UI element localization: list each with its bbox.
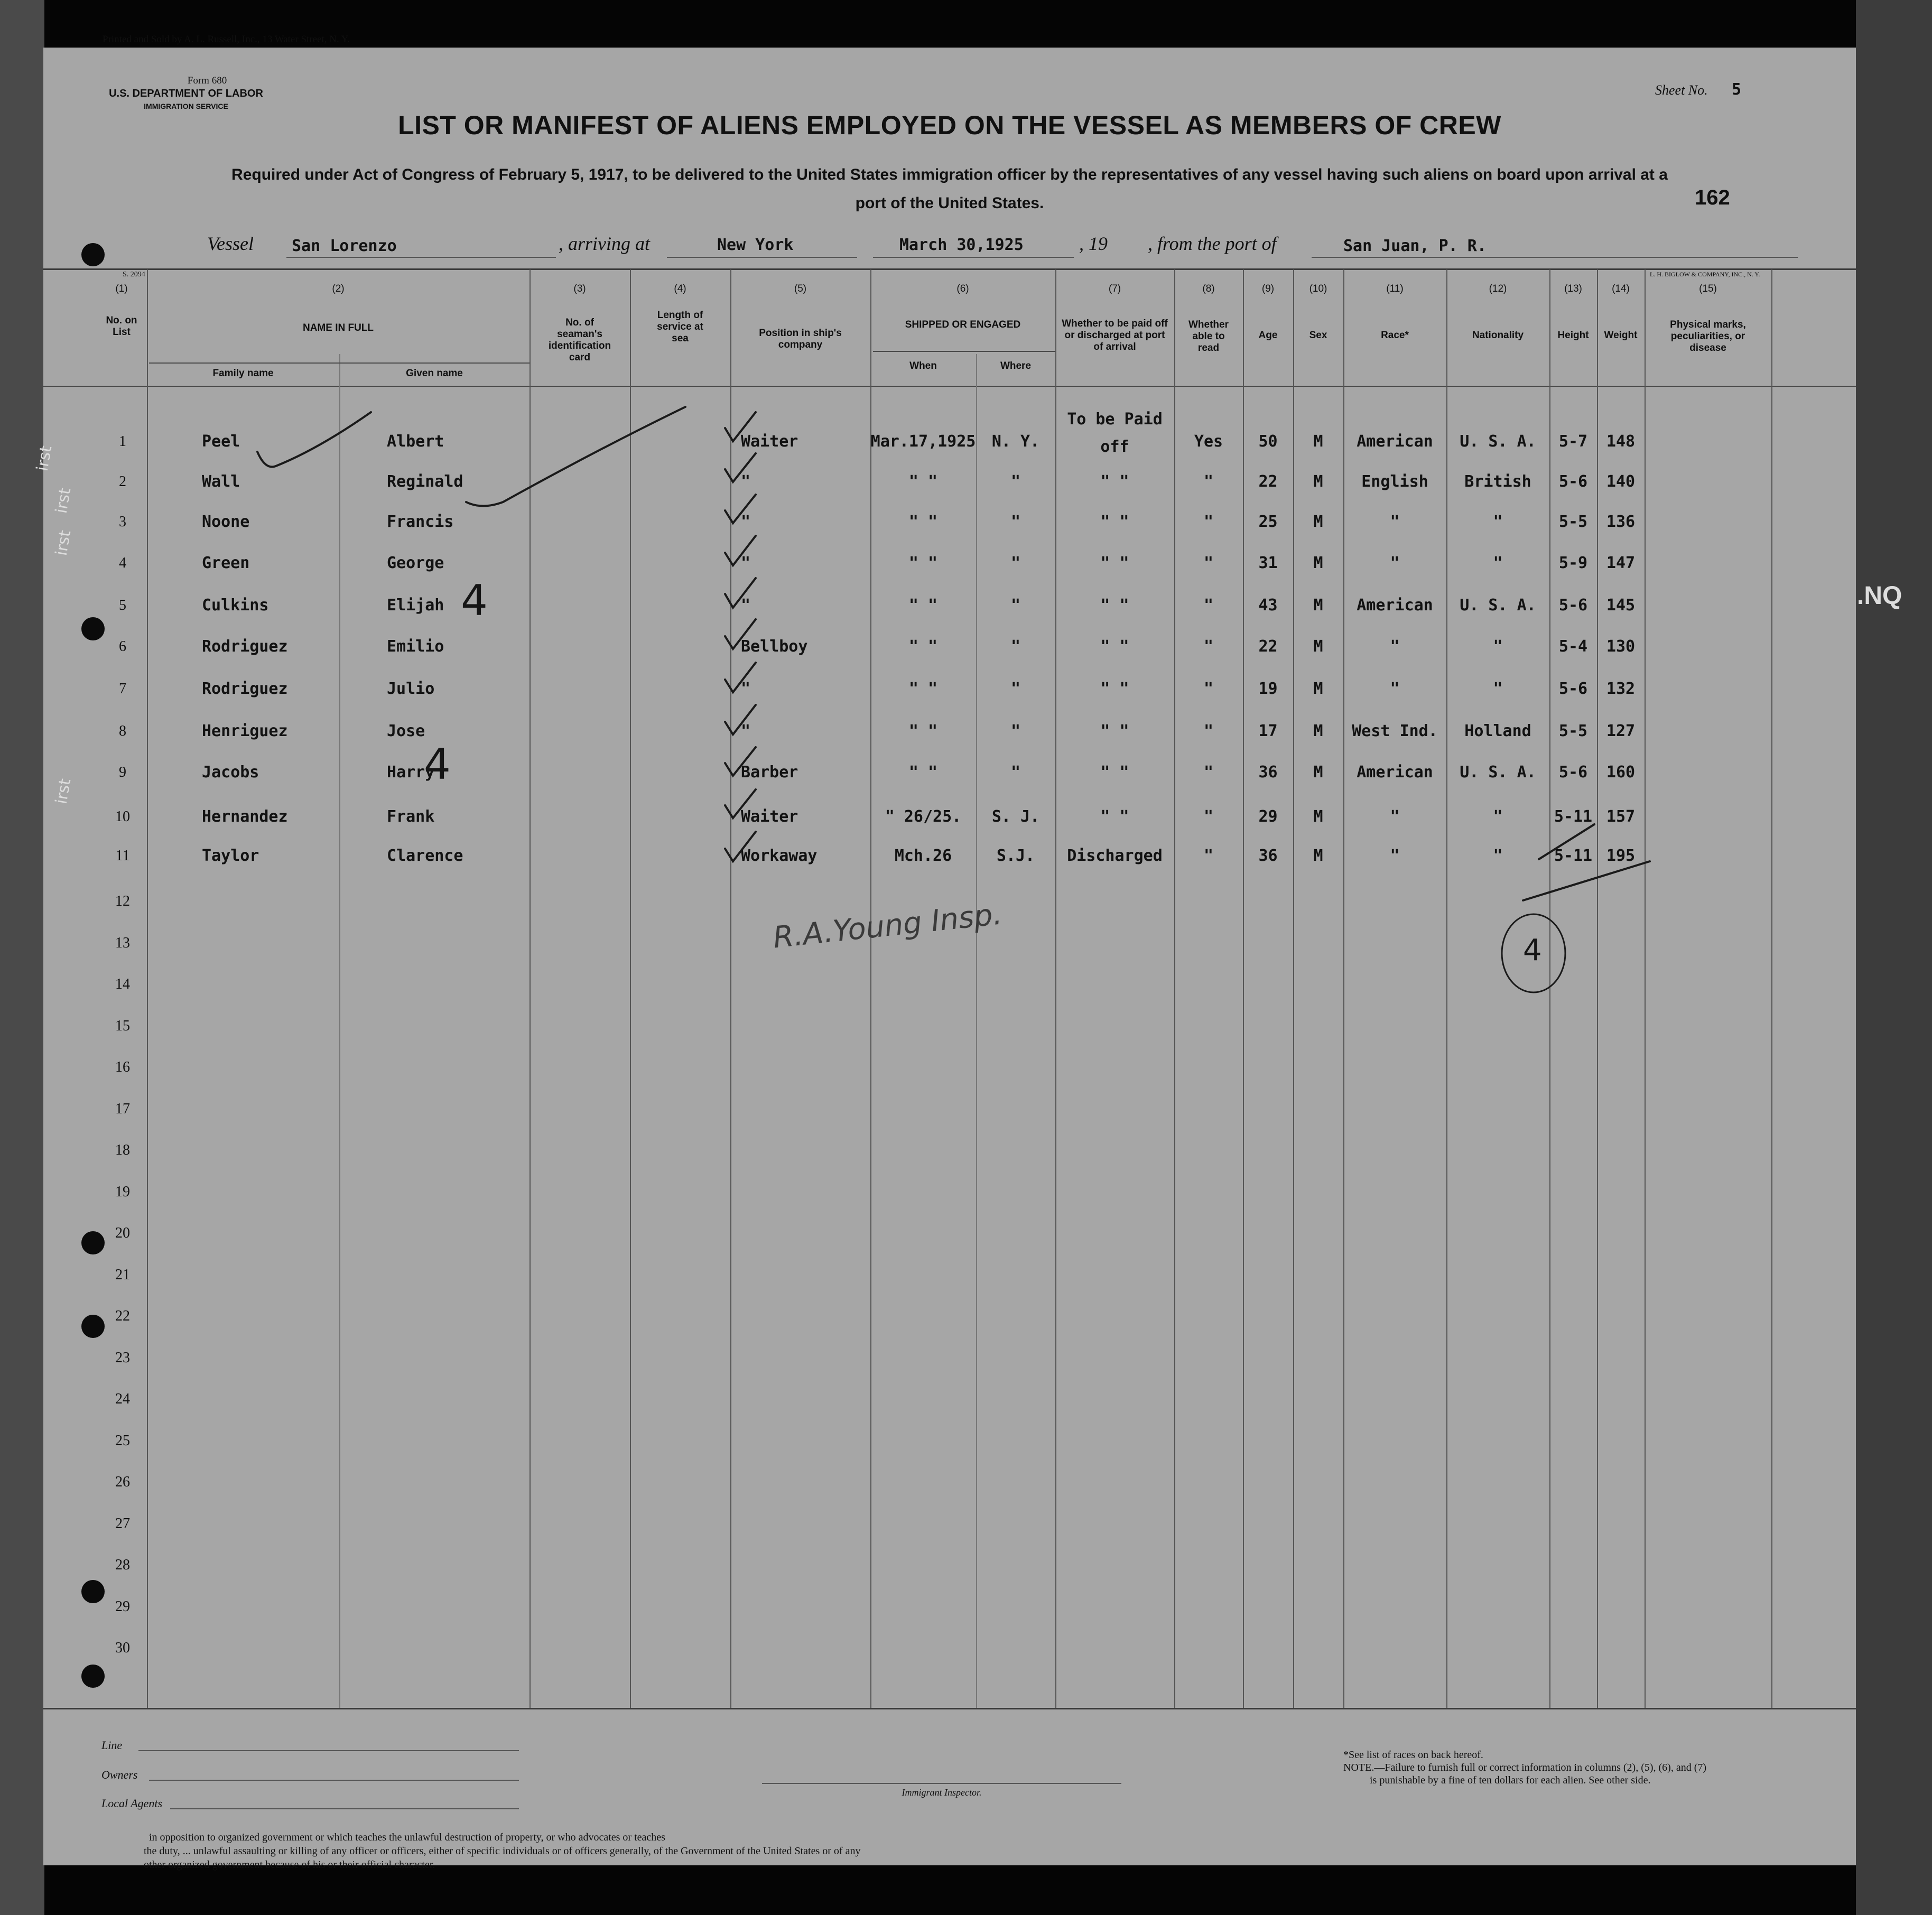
cell-height: 5-7 xyxy=(1558,432,1588,451)
col-15-num: (15) xyxy=(1699,283,1717,294)
cell-paid-off: " " xyxy=(1100,807,1129,826)
row-number: 1 xyxy=(119,433,126,450)
cell-able-to-read: " xyxy=(1203,807,1214,826)
cell-position: " xyxy=(741,722,751,740)
cell-paid-off: To be Paid off xyxy=(1067,410,1163,456)
handwritten-4-c: 4 xyxy=(1523,933,1542,968)
bottom-text-2: the duty, ... unlawful assaulting or killing of any officer or officers, either of specific individuals or of officers generally, of the Government of the United States or of any xyxy=(144,1845,861,1857)
cell-height: 5-5 xyxy=(1558,722,1588,740)
cell-family-name: Rodriguez xyxy=(202,637,288,656)
cell-able-to-read: " xyxy=(1203,637,1214,656)
cell-position: Bellboy xyxy=(741,637,808,656)
cell-shipped-where: " xyxy=(1010,554,1021,572)
cell-able-to-read: Yes xyxy=(1194,432,1223,451)
cell-sex: M xyxy=(1313,847,1323,865)
cell-nationality: " xyxy=(1493,847,1503,865)
cell-position: Barber xyxy=(741,763,798,782)
col-9-label: Age xyxy=(1258,330,1278,341)
cell-family-name: Hernandez xyxy=(202,807,288,826)
owners-label: Owners xyxy=(101,1768,138,1781)
row-number: 15 xyxy=(115,1017,130,1034)
cell-shipped-where: " xyxy=(1010,722,1021,740)
col-3-num: (3) xyxy=(573,283,586,294)
cell-weight: 148 xyxy=(1606,432,1636,451)
cell-given-name: Albert xyxy=(387,432,444,451)
form-number: Form 680 xyxy=(187,75,227,86)
col-5-num: (5) xyxy=(794,283,807,294)
cell-sex: M xyxy=(1313,680,1323,698)
cell-sex: M xyxy=(1313,763,1323,782)
sheet-number: 5 xyxy=(1732,80,1742,99)
cell-weight: 157 xyxy=(1606,807,1636,826)
line-label: Line xyxy=(101,1739,123,1752)
row-number: 8 xyxy=(119,723,126,739)
row-number: 10 xyxy=(115,808,130,825)
row-number: 16 xyxy=(115,1059,130,1075)
cell-paid-off: " " xyxy=(1100,472,1129,491)
cell-age: 31 xyxy=(1258,554,1278,572)
col-13-num: (13) xyxy=(1564,283,1582,294)
margin-note: irst xyxy=(33,444,56,473)
cell-weight: 130 xyxy=(1606,637,1636,656)
cell-shipped-where: N. Y. xyxy=(991,432,1040,451)
arriving-port: New York xyxy=(717,236,794,254)
form-code: S. 2094 xyxy=(123,271,145,278)
cell-race: " xyxy=(1390,637,1400,656)
cell-age: 50 xyxy=(1258,432,1278,451)
cell-shipped-where: " xyxy=(1010,637,1021,656)
col-6-when: When xyxy=(909,360,937,371)
punch-hole xyxy=(81,1315,105,1338)
cell-shipped-when: " " xyxy=(908,763,938,782)
cell-position: " xyxy=(741,680,751,698)
cell-given-name: Frank xyxy=(387,807,435,826)
inspector-signature: R.A.Young Insp. xyxy=(771,897,1004,955)
cell-nationality: " xyxy=(1493,637,1503,656)
punch-hole xyxy=(81,617,105,640)
cell-family-name: Taylor xyxy=(202,847,259,865)
cell-position: " xyxy=(741,596,751,615)
col-9-num: (9) xyxy=(1261,283,1275,294)
row-number: 11 xyxy=(115,848,130,864)
cell-shipped-where: " xyxy=(1010,763,1021,782)
col-6-label: SHIPPED OR ENGAGED xyxy=(905,319,1021,330)
handwritten-checkmarks xyxy=(43,48,1856,1865)
check-mark-large-2 xyxy=(466,407,685,506)
row-number: 6 xyxy=(119,638,126,655)
cell-sex: M xyxy=(1313,596,1323,615)
cell-weight: 127 xyxy=(1606,722,1636,740)
row-number: 2 xyxy=(119,473,126,490)
cell-age: 22 xyxy=(1258,472,1278,491)
printer-code: L. H. BIGLOW & COMPANY, INC., N. Y. xyxy=(1650,271,1760,278)
arriving-label: , arriving at xyxy=(559,233,651,254)
cell-given-name: Clarence xyxy=(387,847,463,865)
cell-race: " xyxy=(1390,807,1400,826)
cell-weight: 140 xyxy=(1606,472,1636,491)
cell-shipped-where: " xyxy=(1010,513,1021,531)
row-number: 3 xyxy=(119,514,126,530)
cell-position: " xyxy=(741,513,751,531)
page-number: 162 xyxy=(1695,186,1730,209)
cell-able-to-read: " xyxy=(1203,472,1214,491)
cell-nationality: " xyxy=(1493,554,1503,572)
cell-paid-off: " " xyxy=(1100,680,1129,698)
col-7-label: Whether to be paid off or discharged at port of arrival xyxy=(1062,318,1168,352)
col-4-num: (4) xyxy=(674,283,686,294)
manifest-sheet xyxy=(43,34,1856,1871)
cell-nationality: Holland xyxy=(1464,722,1531,740)
handwritten-4-b: 4 xyxy=(424,740,451,789)
cell-shipped-where: S.J. xyxy=(996,847,1035,865)
cell-height: 5-4 xyxy=(1558,637,1588,656)
cell-race: " xyxy=(1390,554,1400,572)
cell-paid-off: " " xyxy=(1100,554,1129,572)
col-2-num: (2) xyxy=(332,283,345,294)
cell-height: 5-6 xyxy=(1558,472,1588,491)
col-12-label: Nationality xyxy=(1472,330,1524,341)
row-number: 27 xyxy=(115,1515,130,1532)
cell-shipped-when: " " xyxy=(908,596,938,615)
cell-shipped-when: " " xyxy=(908,680,938,698)
cell-given-name: Francis xyxy=(387,513,454,531)
from-port: San Juan, P. R. xyxy=(1343,237,1487,255)
cell-family-name: Wall xyxy=(202,472,240,491)
cell-able-to-read: " xyxy=(1203,763,1214,782)
cell-age: 36 xyxy=(1258,763,1278,782)
cell-paid-off: " " xyxy=(1100,513,1129,531)
cell-family-name: Rodriguez xyxy=(202,680,288,698)
col-1-label: No. on List xyxy=(106,315,137,338)
cell-age: 29 xyxy=(1258,807,1278,826)
cell-family-name: Green xyxy=(202,554,250,572)
cell-race: American xyxy=(1357,432,1433,451)
cell-able-to-read: " xyxy=(1203,596,1214,615)
row-number: 22 xyxy=(115,1308,130,1324)
cell-family-name: Culkins xyxy=(202,596,269,615)
row-number: 17 xyxy=(115,1100,130,1117)
cell-position: " xyxy=(741,472,751,491)
cell-able-to-read: " xyxy=(1203,847,1214,865)
vessel-name: San Lorenzo xyxy=(292,237,397,255)
cell-position: Waiter xyxy=(741,432,798,451)
cell-race: " xyxy=(1390,680,1400,698)
cell-shipped-when: " " xyxy=(908,513,938,531)
margin-note: irst xyxy=(52,528,75,557)
cell-race: American xyxy=(1357,763,1433,782)
cell-height: 5-6 xyxy=(1558,596,1588,615)
cell-family-name: Henriguez xyxy=(202,722,288,740)
cell-race: American xyxy=(1357,596,1433,615)
cell-sex: M xyxy=(1313,513,1323,531)
cell-sex: M xyxy=(1313,554,1323,572)
col-10-num: (10) xyxy=(1309,283,1327,294)
cell-shipped-when: " " xyxy=(908,722,938,740)
cell-sex: M xyxy=(1313,432,1323,451)
row-number: 21 xyxy=(115,1266,130,1283)
punch-hole xyxy=(81,1665,105,1688)
cell-nationality: " xyxy=(1493,680,1503,698)
row-number: 13 xyxy=(115,934,130,951)
cell-weight: 195 xyxy=(1606,847,1636,865)
col-8-label: Whether able to read xyxy=(1188,319,1229,354)
cell-height: 5-6 xyxy=(1558,680,1588,698)
cell-nationality: U. S. A. xyxy=(1460,596,1536,615)
cell-weight: 136 xyxy=(1606,513,1636,531)
col-6-where: Where xyxy=(1000,360,1032,371)
check-mark-large-1 xyxy=(257,412,371,467)
cell-nationality: British xyxy=(1464,472,1531,491)
page-title: LIST OR MANIFEST OF ALIENS EMPLOYED ON THE VESSEL AS MEMBERS OF CREW xyxy=(398,110,1501,140)
cell-shipped-when: " " xyxy=(908,472,938,491)
cell-height: 5-11 xyxy=(1554,847,1593,865)
cell-given-name: George xyxy=(387,554,444,572)
row-number: 24 xyxy=(115,1391,130,1407)
col-15-label: Physical marks, peculiarities, or disease xyxy=(1670,319,1746,354)
col-4-label: Length of service at sea xyxy=(657,310,703,344)
punch-hole xyxy=(81,1231,105,1254)
cell-age: 25 xyxy=(1258,513,1278,531)
cell-height: 5-11 xyxy=(1554,807,1593,826)
cell-able-to-read: " xyxy=(1203,554,1214,572)
cell-paid-off: " " xyxy=(1100,763,1129,782)
cell-able-to-read: " xyxy=(1203,680,1214,698)
cell-height: 5-5 xyxy=(1558,513,1588,531)
row-number: 30 xyxy=(115,1640,130,1656)
cell-race: English xyxy=(1361,472,1428,491)
cell-race: " xyxy=(1390,847,1400,865)
cell-given-name: Jose xyxy=(387,722,425,740)
department: U.S. DEPARTMENT OF LABOR xyxy=(109,88,263,99)
sheet-label: Sheet No. xyxy=(1655,82,1708,98)
row-number: 18 xyxy=(115,1142,130,1158)
cell-able-to-read: " xyxy=(1203,722,1214,740)
cell-height: 5-9 xyxy=(1558,554,1588,572)
handwritten-4-a: 4 xyxy=(461,576,488,625)
cell-family-name: Peel xyxy=(202,432,240,451)
row-number: 5 xyxy=(119,597,126,613)
bottom-text-1: in opposition to organized government or which teaches the unlawful destruction of property, or who advocates or teaches xyxy=(149,1832,665,1843)
row-number: 25 xyxy=(115,1432,130,1449)
margin-note: irst xyxy=(52,777,75,806)
races-note: *See list of races on back hereof. xyxy=(1343,1749,1483,1761)
punch-hole xyxy=(81,243,105,266)
cell-given-name: Harry xyxy=(387,763,435,782)
col-8-num: (8) xyxy=(1202,283,1215,294)
col-2-given: Given name xyxy=(406,368,463,379)
row-number: 20 xyxy=(115,1225,130,1241)
cell-age: 22 xyxy=(1258,637,1278,656)
cell-able-to-read: " xyxy=(1203,513,1214,531)
col-2-label: NAME IN FULL xyxy=(302,322,374,333)
cell-given-name: Elijah xyxy=(387,596,444,615)
cell-shipped-when: Mar.17,1925 xyxy=(870,432,976,451)
cell-shipped-when: " " xyxy=(908,637,938,656)
right-margin-text: .NQ xyxy=(1857,582,1902,610)
punch-hole xyxy=(81,1580,105,1603)
cell-age: 17 xyxy=(1258,722,1278,740)
cell-height: 5-6 xyxy=(1558,763,1588,782)
cell-given-name: Emilio xyxy=(387,637,444,656)
cell-nationality: " xyxy=(1493,807,1503,826)
cell-age: 19 xyxy=(1258,680,1278,698)
cell-given-name: Reginald xyxy=(387,472,463,491)
row-number: 7 xyxy=(119,681,126,697)
cell-sex: M xyxy=(1313,807,1323,826)
margin-note: irst xyxy=(52,486,75,515)
row-number: 9 xyxy=(119,764,126,780)
from-label: , from the port of xyxy=(1148,233,1277,254)
col-6-num: (6) xyxy=(956,283,969,294)
col-14-num: (14) xyxy=(1612,283,1630,294)
cell-shipped-where: " xyxy=(1010,472,1021,491)
row-number: 19 xyxy=(115,1183,130,1200)
col-3-label: No. of seaman's identification card xyxy=(548,317,611,363)
cell-weight: 132 xyxy=(1606,680,1636,698)
cell-weight: 147 xyxy=(1606,554,1636,572)
year-label: , 19 xyxy=(1079,233,1108,254)
col-10-label: Sex xyxy=(1309,330,1327,341)
cell-race: " xyxy=(1390,513,1400,531)
bottom-text-3: other organized government because of his or their official character. xyxy=(144,1859,435,1871)
row-number: 4 xyxy=(119,555,126,571)
cell-family-name: Jacobs xyxy=(202,763,259,782)
cell-shipped-when: " " xyxy=(908,554,938,572)
cell-paid-off: " " xyxy=(1100,596,1129,615)
cell-weight: 160 xyxy=(1606,763,1636,782)
printer-line: Printed and Sold by A. L. Russell, Inc., 13 Water Street, N. Y. xyxy=(103,34,350,45)
col-11-label: Race* xyxy=(1381,330,1409,341)
cell-age: 43 xyxy=(1258,596,1278,615)
cell-shipped-when: Mch.26 xyxy=(894,847,952,865)
col-14-label: Weight xyxy=(1604,330,1638,341)
col-12-num: (12) xyxy=(1489,283,1507,294)
row-number: 23 xyxy=(115,1349,130,1366)
cell-sex: M xyxy=(1313,722,1323,740)
cell-sex: M xyxy=(1313,637,1323,656)
service: IMMIGRATION SERVICE xyxy=(144,102,228,110)
cell-race: West Ind. xyxy=(1352,722,1438,740)
col-5-label: Position in ship's company xyxy=(759,328,842,350)
row-number: 12 xyxy=(115,893,130,909)
row-number: 29 xyxy=(115,1598,130,1615)
cell-nationality: " xyxy=(1493,513,1503,531)
cell-position: " xyxy=(741,554,751,572)
cell-given-name: Julio xyxy=(387,680,435,698)
cell-shipped-where: " xyxy=(1010,596,1021,615)
cell-family-name: Noone xyxy=(202,513,250,531)
inspector-label: Immigrant Inspector. xyxy=(902,1787,982,1798)
vessel-label: Vessel xyxy=(207,233,254,254)
cell-position: Workaway xyxy=(741,847,818,865)
requirement-line-2: port of the United States. xyxy=(855,194,1044,212)
requirement-line-1: Required under Act of Congress of February 5, 1917, to be delivered to the United States immigration officer by the representatives of any vessel having such aliens on board upon arrival at a xyxy=(231,166,1668,183)
local-agents-label: Local Agents xyxy=(101,1797,163,1810)
cell-weight: 145 xyxy=(1606,596,1636,615)
cell-shipped-where: S. J. xyxy=(991,807,1040,826)
cell-age: 36 xyxy=(1258,847,1278,865)
back-sheet-edge xyxy=(0,0,44,1915)
cell-paid-off: Discharged xyxy=(1067,847,1163,865)
row-number: 26 xyxy=(115,1474,130,1490)
penalty-note-1: NOTE.—Failure to furnish full or correct information in columns (2), (5), (6), and (7) xyxy=(1343,1762,1707,1773)
cell-position: Waiter xyxy=(741,807,798,826)
cell-shipped-when: " 26/25. xyxy=(885,807,962,826)
row-number: 28 xyxy=(115,1557,130,1573)
cell-paid-off: " " xyxy=(1100,722,1129,740)
cell-nationality: U. S. A. xyxy=(1460,763,1536,782)
penalty-note-2: is punishable by a fine of ten dollars for each alien. See other side. xyxy=(1370,1774,1651,1786)
cell-sex: M xyxy=(1313,472,1323,491)
col-1-num: (1) xyxy=(115,283,128,294)
arrival-date: March 30,1925 xyxy=(899,236,1024,254)
cell-paid-off: " " xyxy=(1100,637,1129,656)
col-2-family: Family name xyxy=(212,368,274,379)
cell-shipped-where: " xyxy=(1010,680,1021,698)
cell-nationality: U. S. A. xyxy=(1460,432,1536,451)
row-number: 14 xyxy=(115,976,130,992)
col-13-label: Height xyxy=(1557,330,1589,341)
col-7-num: (7) xyxy=(1108,283,1121,294)
right-sheet-edge xyxy=(1856,0,1932,1915)
col-11-num: (11) xyxy=(1386,283,1404,294)
